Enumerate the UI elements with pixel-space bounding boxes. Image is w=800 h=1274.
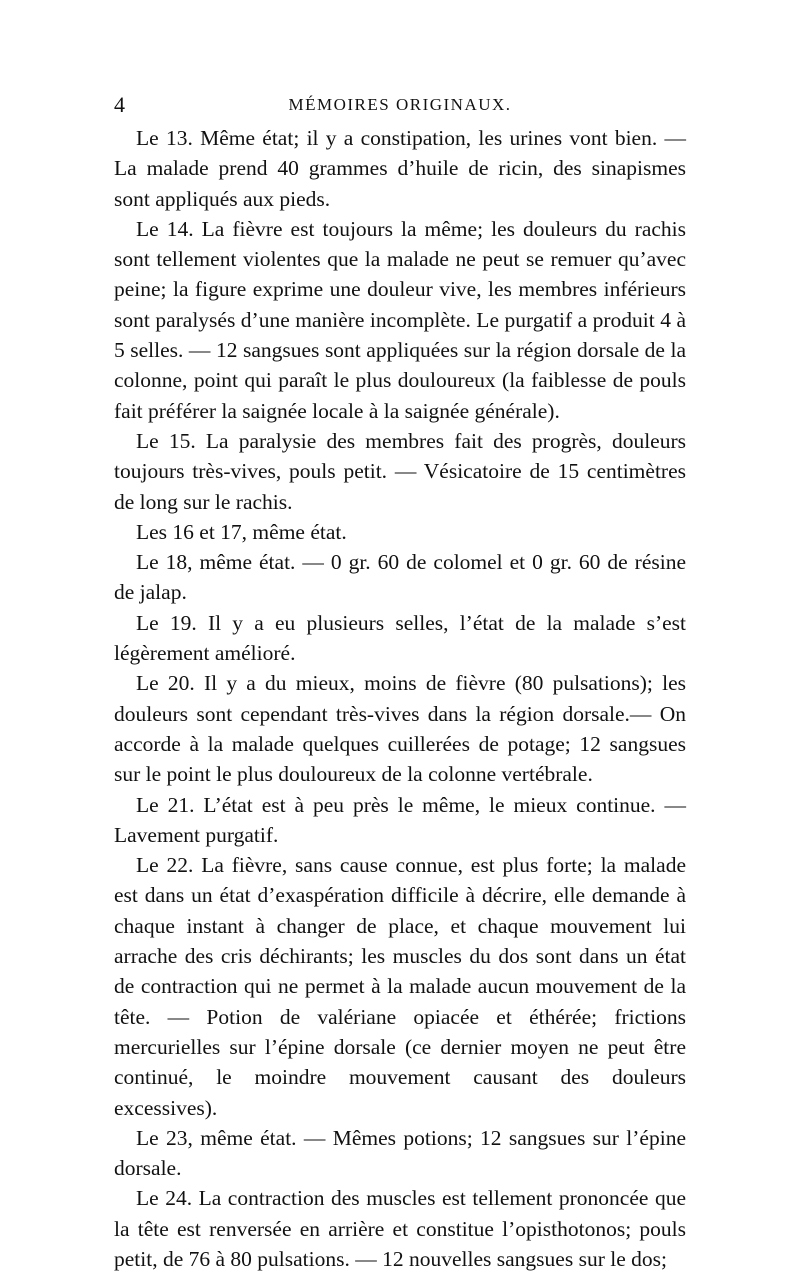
entry-day-24: Le 24. La contraction des muscles est tellement prononcée que la tête est renversée en arrière et constitue l’opisthotonos; pouls petit, de 76 à 80 pulsations. — 12 nouvelles sangsues sur le dos; (114, 1186, 686, 1271)
body-text (114, 123, 686, 1274)
entry-day-16-17: Les 16 et 17, même état. (136, 519, 347, 544)
entry-day-19: Le 19. Il y a eu plusieurs selles, l’état de la malade s’est légèrement amélioré. (114, 610, 686, 666)
running-title: MÉMOIRES ORIGINAUX. (288, 95, 512, 114)
entry-day-15: Le 15. La paralysie des membres fait des progrès, douleurs toujours très-vives, pouls petit. — Vésicatoire de 15 centimètres de long sur le rachis. (114, 428, 686, 514)
page-header (114, 92, 686, 118)
entry-day-18: Le 18, même état. — 0 gr. 60 de colomel et 0 gr. 60 de résine de jalap. (114, 550, 686, 605)
page-number: 4 (114, 92, 125, 117)
entry-day-13: Le 13. Même état; il y a constipation, les urines vont bien. — La malade prend 40 grammes d’huile de ricin, des sinapismes sont appliqués aux pieds. (114, 126, 686, 211)
entry-day-20: Le 20. Il y a du mieux, moins de fièvre (80 pulsations); les douleurs sont cependant très-vives dans la région dorsale.— On accorde à la malade quelques cuillerées de potage; 12 sangsues sur le point le plus douloureux de la colonne vertébrale. (114, 671, 686, 787)
entry-day-23: Le 23, même état. — Mêmes potions; 12 sangsues sur l’épine dorsale. (114, 1125, 686, 1181)
entry-day-14: Le 14. La fièvre est toujours la même; les douleurs du rachis sont tellement violentes que la malade ne peut se remuer qu’avec peine; la figure exprime une douleur vive, les membres inférieurs sont paralysés d’une manière incomplète. Le purgatif a produit 4 à 5 selles. — 12 sangsues sont appliquées sur la région dorsale de la colonne, point qui paraît le plus douloureux (la faiblesse de pouls fait préférer la saignée locale à la saignée générale). (114, 216, 686, 423)
entry-day-22: Le 22. La fièvre, sans cause connue, est plus forte; la malade est dans un état d’exaspération difficile à décrire, elle demande à chaque instant à changer de place, et chaque mouvement lui arrache des cris déchirants; les muscles du dos sont dans un état de contraction qui ne permet à la malade aucun mouvement de la tête. — Potion de valériane opiacée et éthérée; frictions mercurielles sur l’épine dorsale (ce dernier moyen ne peut être continué, le moindre mouvement causant des douleurs excessives). (114, 853, 686, 1120)
entry-day-21: Le 21. L’état est à peu près le même, le mieux continue. — Lavement purgatif. (114, 792, 686, 847)
